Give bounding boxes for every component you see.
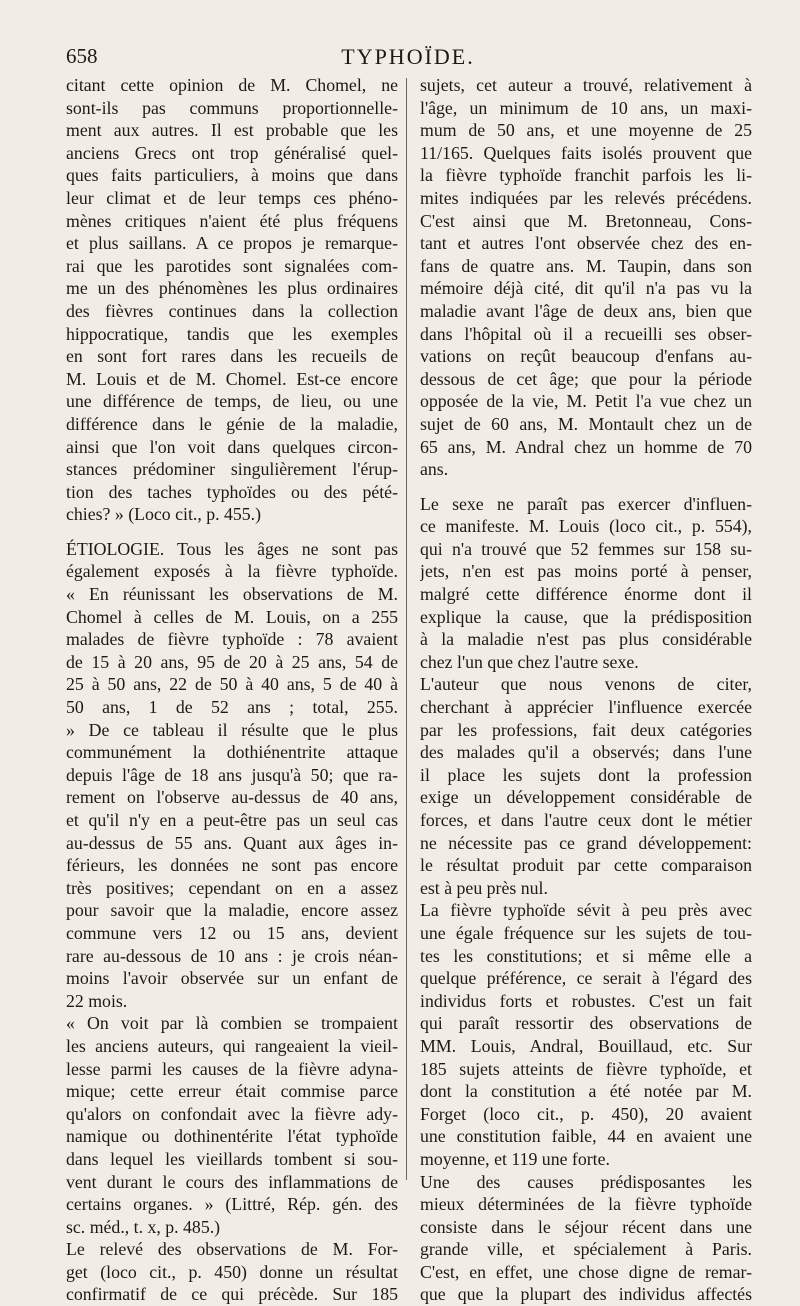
text-line: leur climat et de leur temps ces phéno- xyxy=(66,187,398,208)
text-line: l'âge, un minimum de 10 ans, un maxi- xyxy=(420,97,752,118)
text-line: férieurs, les données ne sont pas encore xyxy=(66,855,398,876)
page-number: 658 xyxy=(66,44,98,68)
text-line: qui n'a trouvé que 52 femmes sur 158 su- xyxy=(420,538,752,559)
text-line: citant cette opinion de M. Chomel, ne xyxy=(66,75,398,95)
text-line: dont la constitution a été notée par M. xyxy=(420,1081,752,1102)
text-line: depuis l'âge de 18 ans jusqu'à 50; que ra- xyxy=(66,764,398,785)
text-line: et plus saillans. A ce propos je remarque- xyxy=(66,233,398,254)
text-line: communément la dothiénentrite attaque xyxy=(66,742,398,763)
text-line: rai que les parotides sont signalées com- xyxy=(66,255,398,276)
text-line: » De ce tableau il résulte que le plus xyxy=(66,719,398,740)
text-line: consiste dans le séjour récent dans une xyxy=(420,1216,752,1237)
text-line: mique; cette erreur était commise parce xyxy=(66,1081,398,1102)
text-line: moins l'avoir observée sur un enfant de xyxy=(66,968,398,989)
text-line: Le relevé des observations de M. For- xyxy=(66,1239,398,1260)
text-line: malgré cette différence énorme dont il xyxy=(420,584,752,605)
text-line: malades de fièvre typhoïde : 78 avaient xyxy=(66,629,398,650)
text-line: ques faits particuliers, à moins que dans xyxy=(66,165,398,186)
text-line: jets, n'en est pas moins porté à penser, xyxy=(420,561,752,582)
text-line: sujet de 60 ans, M. Montault chez un de xyxy=(420,413,752,434)
text-line: vent durant le cours des inflammations de xyxy=(66,1171,398,1192)
text-line: M. Louis et de M. Chomel. Est-ce encore xyxy=(66,368,398,389)
text-line: les anciens auteurs, qui rangeaient la vieil- xyxy=(66,1035,398,1056)
text-line: ÉTIOLOGIE. Tous les âges ne sont pas xyxy=(66,538,398,559)
text-line: qui paraît ressortir des observations de xyxy=(420,1013,752,1034)
text-line: le résultat produit par cette comparaison xyxy=(420,855,752,876)
text-line: qu'alors on confondait avec la fièvre ady- xyxy=(66,1103,398,1124)
text-line: lesse parmi les causes de la fièvre adyna- xyxy=(66,1058,398,1079)
text-line: est à peu près nul. xyxy=(420,877,548,898)
running-head xyxy=(66,44,750,74)
text-line: ment aux autres. Il est probable que les xyxy=(66,120,398,141)
text-line: par les professions, fait deux catégories xyxy=(420,719,752,740)
text-line: ainsi que l'on voit dans quelques circon- xyxy=(66,436,398,457)
text-line: dessous de cet âge; que pour la période xyxy=(420,368,752,389)
text-line: opposée de la vie, M. Petit l'a vue chez un xyxy=(420,391,752,412)
text-line: me un des phénomènes les plus ordinaires xyxy=(66,278,398,299)
text-line: très positives; cependant on en a assez xyxy=(66,877,398,898)
text-line: certains organes. » (Littré, Rép. gén. des xyxy=(66,1194,398,1215)
text-line: ans. xyxy=(420,459,449,480)
text-line: rement on l'observe au-dessus de 40 ans, xyxy=(66,787,398,808)
text-line: et qu'il n'y en a peut-être pas un seul cas xyxy=(66,810,398,830)
text-line: anciens Grecs ont trop généralisé quel- xyxy=(66,142,398,163)
text-line: maladie avant l'âge de deux ans, bien que xyxy=(420,300,752,321)
text-line: MM. Louis, Andral, Bouillaud, etc. Sur xyxy=(420,1035,752,1056)
text-line: chez l'un que chez l'autre sexe. xyxy=(420,651,639,672)
text-line: 185 sujets atteints de fièvre typhoïde, et xyxy=(420,1058,752,1079)
text-line: « En réunissant les observations de M. xyxy=(66,584,398,605)
text-line: Chomel à celles de M. Louis, on a 255 xyxy=(66,606,398,627)
text-line: dans l'hôpital où il a recueilli ses obser- xyxy=(420,323,752,344)
text-line: C'est, en effet, une chose digne de remar- xyxy=(420,1261,752,1282)
text-line: également exposés à la fièvre typhoïde. xyxy=(66,561,398,582)
text-line: exige un développement considérable de xyxy=(420,787,752,808)
text-line: sc. méd., t. x, p. 485.) xyxy=(66,1216,221,1237)
text-line: au-dessus de 55 ans. Quant aux âges in- xyxy=(66,832,398,853)
text-line: 65 ans, M. Andral chez un homme de 70 xyxy=(420,436,752,457)
text-line: Le sexe ne paraît pas exercer d'influen- xyxy=(420,493,752,514)
text-line: il place les sujets dont la profession xyxy=(420,764,752,785)
text-line: La fièvre typhoïde sévit à peu près avec xyxy=(420,900,752,921)
text-line: mènes critiques n'aient été plus fréquens xyxy=(66,210,398,231)
text-line: à la maladie n'est pas plus considérable xyxy=(420,629,752,650)
text-line: pour savoir que la maladie, encore assez xyxy=(66,900,398,921)
text-line: dans lequel les vieillards tombent si sou- xyxy=(66,1148,398,1169)
column-divider xyxy=(406,78,407,1180)
left-column xyxy=(66,74,398,1306)
text-line: tion des taches typhoïdes ou des pété- xyxy=(66,481,398,502)
text-line: « On voit par là combien se trompaient xyxy=(66,1013,398,1034)
paragraph-gap xyxy=(420,481,752,493)
text-line: tant et autres l'ont observée chez des en- xyxy=(420,233,752,254)
running-title: TYPHOÏDE. xyxy=(341,44,475,69)
text-line: get (loco cit., p. 450) donne un résultat xyxy=(66,1261,398,1282)
text-line: Forget (loco cit., p. 450), 20 avaient xyxy=(420,1103,752,1124)
text-line: une égale fréquence sur les sujets de tou- xyxy=(420,922,752,943)
text-line: explique la cause, que la prédisposition xyxy=(420,606,752,627)
text-line: forces, et dans l'autre ceux dont le métier xyxy=(420,810,752,830)
text-line: mum de 50 ans, et une moyenne de 25 xyxy=(420,120,752,141)
text-line: hippocratique, tandis que les exemples xyxy=(66,323,398,344)
text-line: stances prédominer singulièrement l'érup- xyxy=(66,459,398,480)
text-line: ce manifeste. M. Louis (loco cit., p. 554), xyxy=(420,516,752,537)
text-line: C'est ainsi que M. Bretonneau, Cons- xyxy=(420,210,752,231)
text-line: une différence de temps, de lieu, ou une xyxy=(66,391,398,412)
right-column xyxy=(420,74,752,1306)
text-line: cherchant à apprécier l'influence exercée xyxy=(420,697,752,718)
text-line: rare au-dessous de 10 ans : je crois néan- xyxy=(66,945,398,966)
text-line: mieux déterminées de la fièvre typhoïde xyxy=(420,1194,752,1215)
text-line: 11/165. Quelques faits isolés prouvent que xyxy=(420,142,752,163)
text-line: quelque préférence, ce serait à l'égard des xyxy=(420,968,752,989)
text-line: tes les constitutions; et si même elle a xyxy=(420,945,752,966)
text-line: 25 à 50 ans, 22 de 50 à 40 ans, 5 de 40 à xyxy=(66,674,398,695)
text-line: individus forts et robustes. C'est un fait xyxy=(420,990,752,1011)
text-line: namique ou dothinentérite l'état typhoïde xyxy=(66,1126,398,1147)
text-line: une constitution faible, 44 en avaient une xyxy=(420,1126,752,1147)
text-line: commune vers 12 ou 15 ans, devient xyxy=(66,922,398,943)
text-line: de 15 à 20 ans, 95 de 20 à 25 ans, 54 de xyxy=(66,651,398,672)
text-line: grande ville, et spécialement à Paris. xyxy=(420,1239,752,1260)
paragraph-gap xyxy=(66,526,398,538)
text-line: des fièvres continues dans la collection xyxy=(66,300,398,321)
text-line: mites indiquées par les relevés précédens. xyxy=(420,187,752,208)
text-line: 22 mois. xyxy=(66,990,128,1011)
text-line: mémoire déjà cité, dit qu'il n'a pas vu la xyxy=(420,278,752,299)
text-line: différence dans le génie de la maladie, xyxy=(66,413,398,434)
text-line: la fièvre typhoïde franchit parfois les li- xyxy=(420,165,752,186)
text-line: que que la plupart des individus affectés xyxy=(420,1284,752,1305)
text-line: ne nécessite pas ce grand développement: xyxy=(420,832,752,853)
text-line: chies? » (Loco cit., p. 455.) xyxy=(66,504,262,525)
text-line: sont-ils pas communs proportionnelle- xyxy=(66,97,398,118)
text-line: sujets, cet auteur a trouvé, relativement à xyxy=(420,75,752,95)
text-line: confirmatif de ce qui précède. Sur 185 xyxy=(66,1284,398,1305)
text-line: Une des causes prédisposantes les xyxy=(420,1171,752,1192)
text-line: vations on reçût beaucoup d'enfans au- xyxy=(420,346,752,367)
text-line: en sont fort rares dans les recueils de xyxy=(66,346,398,367)
text-line: des malades qu'il a observés; dans l'une xyxy=(420,742,752,763)
text-line: moyenne, et 119 une forte. xyxy=(420,1148,610,1169)
text-line: 50 ans, 1 de 52 ans ; total, 255. xyxy=(66,697,398,718)
text-line: fans de quatre ans. M. Taupin, dans son xyxy=(420,255,752,276)
text-line: L'auteur que nous venons de citer, xyxy=(420,674,752,695)
